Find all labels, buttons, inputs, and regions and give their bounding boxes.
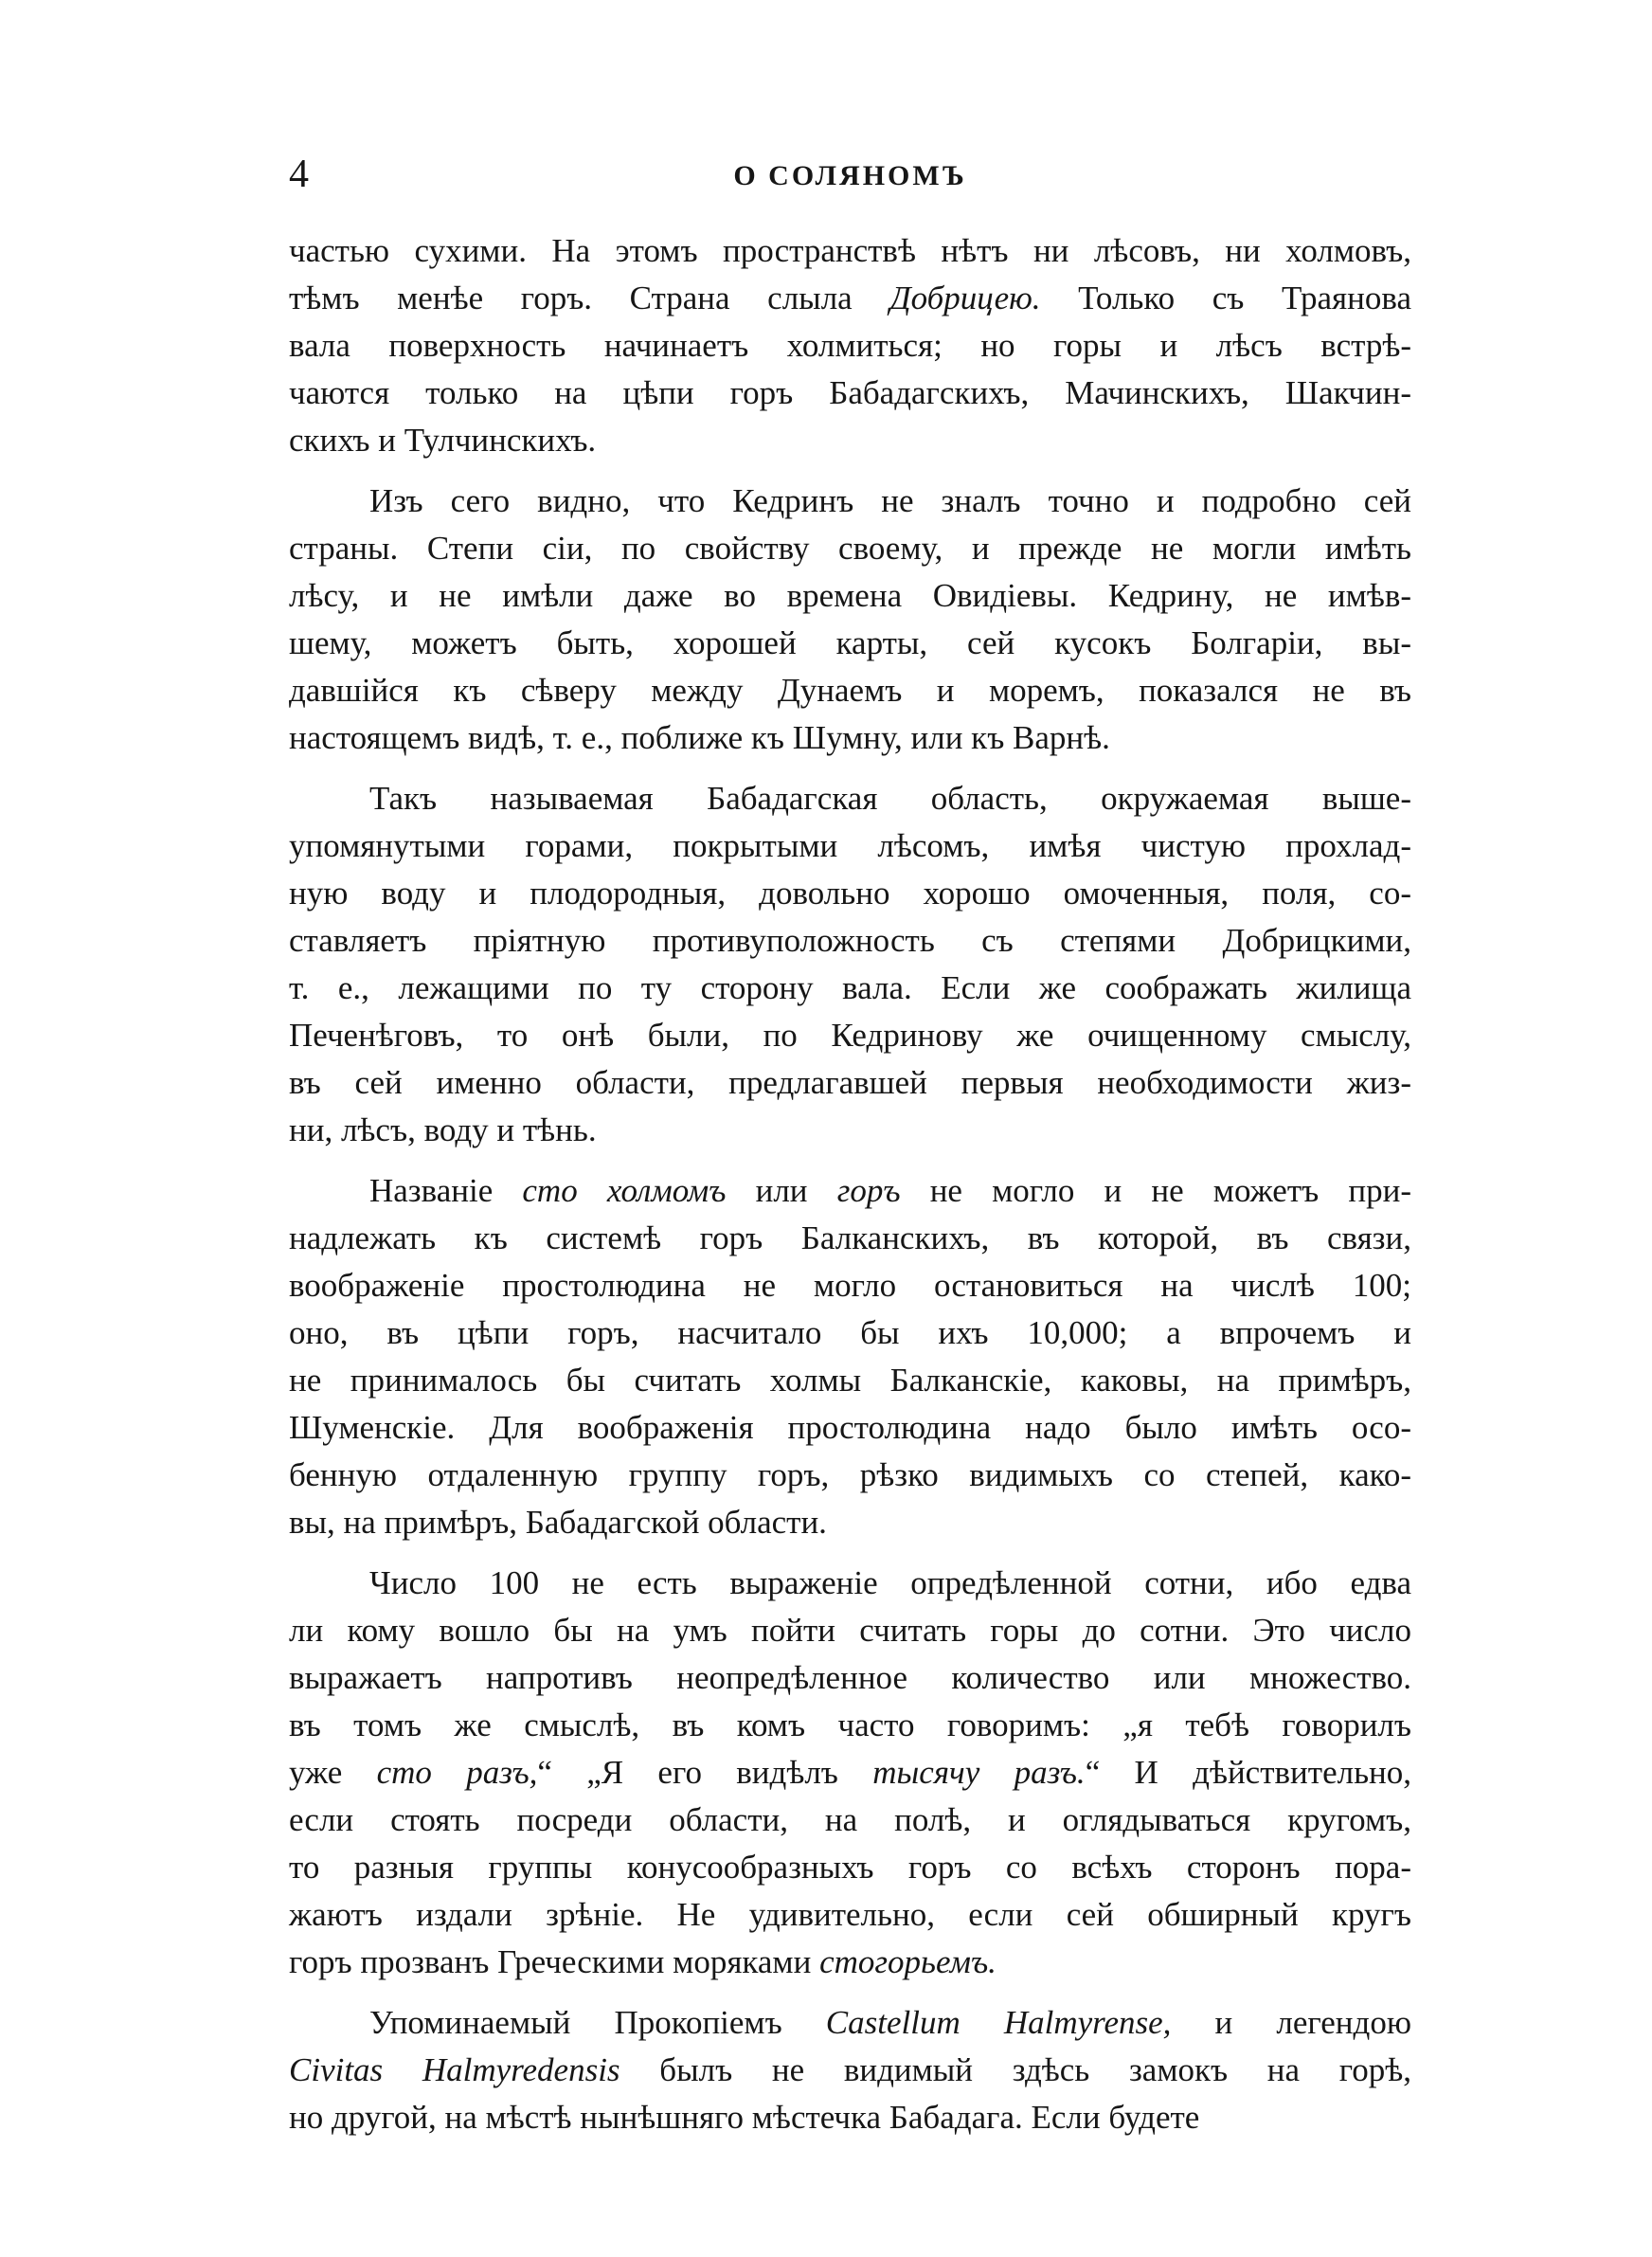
- text-line: [289, 1999, 1411, 2047]
- text-line: [289, 1797, 1411, 1844]
- text-line: [289, 965, 1411, 1012]
- paragraph: [289, 478, 1411, 762]
- text-run: если стоять посреди области, на полѣ, и оглядываться кругомъ,: [289, 1801, 1411, 1838]
- italic-run: Castellum Halmyrense,: [825, 2004, 1172, 2041]
- text-run: и легендою: [1171, 2004, 1411, 2041]
- paragraph: [289, 775, 1411, 1154]
- paragraph: [289, 1999, 1411, 2141]
- text-line: [289, 1749, 1411, 1797]
- text-run: Печенѣговъ, то онѣ были, по Кедринову же очищенному смыслу,: [289, 1017, 1411, 1054]
- text-run: Число 100 не есть выраженіе опредѣленной сотни, ибо едва: [369, 1564, 1411, 1601]
- italic-run: сто разъ,: [376, 1754, 538, 1791]
- text-run: надлежать къ системѣ горъ Балканскихъ, въ которой, въ связи,: [289, 1219, 1411, 1256]
- text-run: Упоминаемый Прокопіемъ: [369, 2004, 826, 2041]
- italic-run: Civitas Halmyredensis: [289, 2051, 620, 2088]
- text-line: [289, 2094, 1411, 2141]
- text-run: вы, на примѣръ, Бабадагской области.: [289, 1504, 827, 1541]
- text-run: ную воду и плодородныя, довольно хорошо омоченныя, поля, со-: [289, 875, 1411, 912]
- paragraph: [289, 1560, 1411, 1986]
- text-run: Шуменскіе. Для воображенія простолюдина надо было имѣть осо-: [289, 1409, 1411, 1446]
- text-run: скихъ и Тулчинскихъ.: [289, 422, 597, 459]
- running-title: О СОЛЯНОМЪ: [733, 160, 967, 191]
- text-line: [289, 322, 1411, 370]
- text-line: [289, 370, 1411, 417]
- text-line: [289, 478, 1411, 525]
- text-line: [289, 525, 1411, 572]
- paragraph: [289, 1167, 1411, 1546]
- text-line: [289, 620, 1411, 667]
- text-run: ставляетъ пріятную противуположность съ степями Добрицкими,: [289, 922, 1411, 959]
- text-line: [289, 1891, 1411, 1939]
- paragraph: [289, 227, 1411, 464]
- text-run: не принималось бы считать холмы Балканскіе, каковы, на примѣръ,: [289, 1362, 1411, 1399]
- body-text: [289, 227, 1411, 2141]
- text-run: ни, лѣсъ, воду и тѣнь.: [289, 1111, 597, 1148]
- text-line: [289, 1560, 1411, 1607]
- text-line: [289, 1167, 1411, 1215]
- text-run: давшійся къ сѣверу между Дунаемъ и моремъ, показался не въ: [289, 672, 1411, 709]
- text-line: [289, 227, 1411, 275]
- italic-run: сто холмомъ: [522, 1172, 727, 1209]
- text-line: [289, 1939, 1411, 1986]
- text-run: въ томъ же смыслѣ, въ комъ часто говоримъ: „я тебѣ говорилъ: [289, 1706, 1411, 1743]
- text-line: [289, 1309, 1411, 1357]
- italic-run: горъ: [836, 1172, 901, 1209]
- text-line: [289, 1215, 1411, 1262]
- text-run: Только съ Траянова: [1040, 280, 1411, 316]
- text-line: [289, 1357, 1411, 1404]
- text-line: [289, 417, 1411, 464]
- text-run: но другой, на мѣстѣ нынѣшняго мѣстечка Бабадага. Если будете: [289, 2099, 1200, 2136]
- text-run: чаются только на цѣпи горъ Бабадагскихъ, Мачинскихъ, Шакчин-: [289, 374, 1411, 411]
- text-line: [289, 572, 1411, 620]
- text-run: частью сухими. На этомъ пространствѣ нѣтъ ни лѣсовъ, ни холмовъ,: [289, 232, 1411, 269]
- text-line: [289, 667, 1411, 714]
- text-run: ли кому вошло бы на умъ пойти считать горы до сотни. Это число: [289, 1612, 1411, 1649]
- text-line: [289, 775, 1411, 822]
- text-run: горъ прозванъ Греческими моряками: [289, 1943, 820, 1980]
- text-run: Такъ называемая Бабадагская область, окружаемая выше-: [369, 780, 1411, 817]
- text-run: не могло и не можетъ при-: [900, 1172, 1412, 1209]
- text-line: [289, 1499, 1411, 1546]
- text-run: въ сей именно области, предлагавшей первыя необходимости жиз-: [289, 1064, 1411, 1101]
- text-line: [289, 1654, 1411, 1702]
- text-run: упомянутыми горами, покрытыми лѣсомъ, имѣя чистую прохлад-: [289, 827, 1411, 864]
- text-run: вала поверхность начинаетъ холмиться; но горы и лѣсъ встрѣ-: [289, 327, 1411, 364]
- text-line: [289, 1844, 1411, 1891]
- text-run: Изъ сего видно, что Кедринъ не зналъ точно и подробно сей: [369, 482, 1411, 519]
- text-run: “ И дѣйствительно,: [1085, 1754, 1412, 1791]
- text-run: то разныя группы конусообразныхъ горъ со всѣхъ сторонъ пора-: [289, 1849, 1411, 1886]
- text-run: “ „Я его видѣлъ: [537, 1754, 873, 1791]
- text-run: шему, можетъ быть, хорошей карты, сей кусокъ Болгаріи, вы-: [289, 624, 1411, 661]
- running-head: [289, 152, 1411, 199]
- text-line: [289, 1702, 1411, 1749]
- italic-run: тысячу разъ.: [872, 1754, 1086, 1791]
- text-run: Названіе: [369, 1172, 523, 1209]
- text-line: [289, 1404, 1411, 1452]
- text-run: страны. Степи сіи, по свойству своему, и прежде не могли имѣть: [289, 530, 1411, 567]
- text-run: или: [726, 1172, 837, 1209]
- text-run: уже: [289, 1754, 377, 1791]
- text-line: [289, 1012, 1411, 1059]
- text-run: жаютъ издали зрѣніе. Не удивительно, если сей обширный кругъ: [289, 1896, 1411, 1933]
- text-line: [289, 822, 1411, 870]
- text-line: [289, 1262, 1411, 1309]
- page-number: 4: [289, 153, 309, 196]
- text-run: бенную отдаленную группу горъ, рѣзко видимыхъ со степей, како-: [289, 1456, 1411, 1493]
- text-run: былъ не видимый здѣсь замокъ на горѣ,: [620, 2051, 1411, 2088]
- italic-run: Добрицею.: [889, 280, 1041, 316]
- text-run: воображеніе простолюдина не могло остановиться на числѣ 100;: [289, 1267, 1411, 1304]
- text-run: лѣсу, и не имѣли даже во времена Овидіевы. Кедрину, не имѣв-: [289, 577, 1411, 614]
- text-run: настоящемъ видѣ, т. е., поближе къ Шумну, или къ Варнѣ.: [289, 719, 1110, 756]
- text-run: тѣмъ менѣе горъ. Страна слыла: [289, 280, 890, 316]
- text-line: [289, 714, 1411, 762]
- text-run: оно, въ цѣпи горъ, насчитало бы ихъ 10,000; а впрочемъ и: [289, 1314, 1411, 1351]
- text-run: выражаетъ напротивъ неопредѣленное количество или множество.: [289, 1659, 1411, 1696]
- text-line: [289, 2047, 1411, 2094]
- text-line: [289, 1452, 1411, 1499]
- text-line: [289, 870, 1411, 917]
- text-run: т. е., лежащими по ту сторону вала. Если же соображать жилища: [289, 969, 1411, 1006]
- text-line: [289, 1059, 1411, 1107]
- italic-run: стогорьемъ.: [819, 1943, 997, 1980]
- text-line: [289, 275, 1411, 322]
- text-line: [289, 1607, 1411, 1654]
- text-line: [289, 1107, 1411, 1154]
- text-line: [289, 917, 1411, 965]
